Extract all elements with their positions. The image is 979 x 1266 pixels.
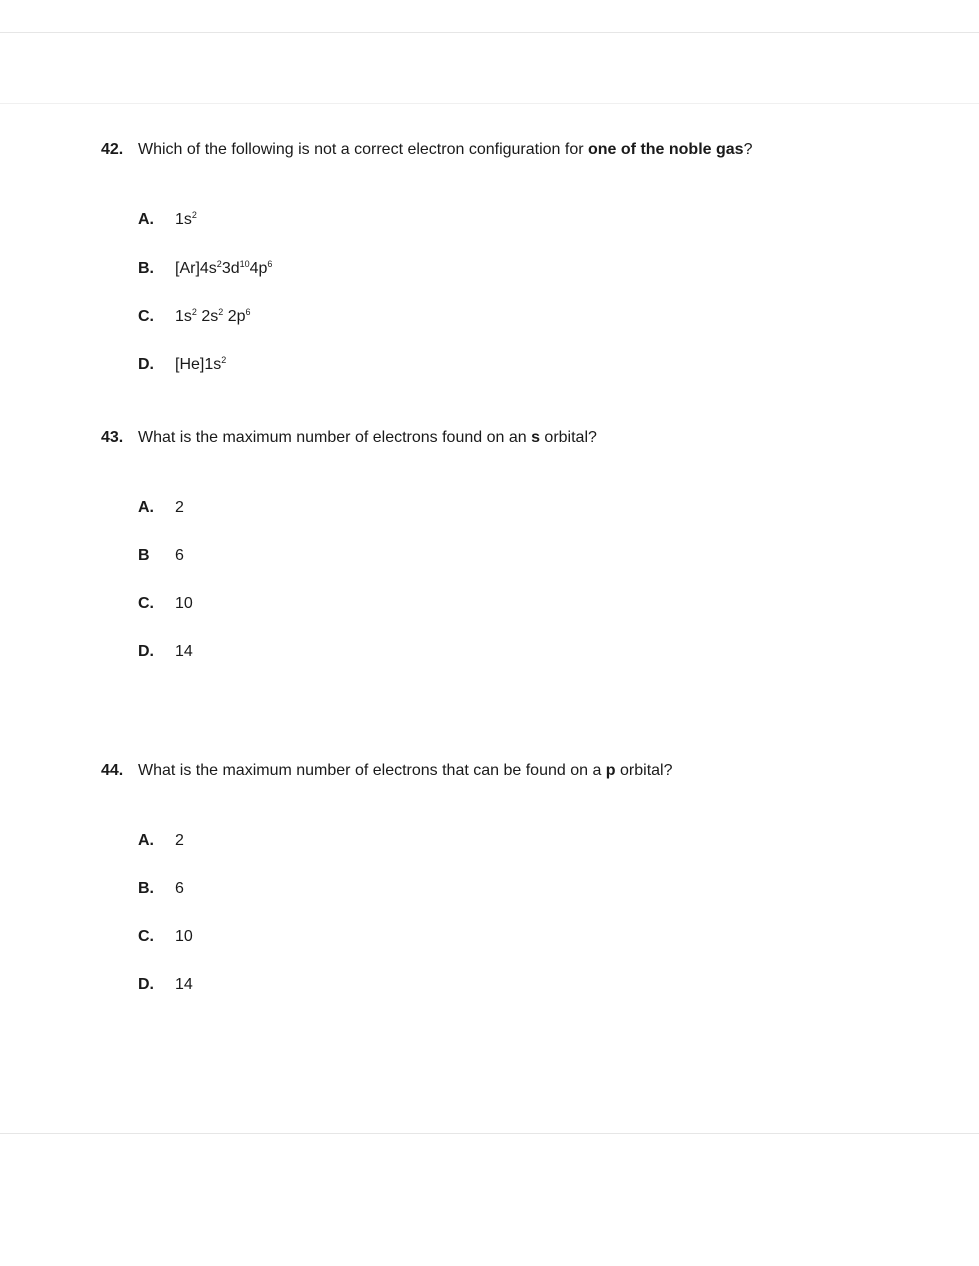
option-value: $[He]1s^2$ [175, 355, 227, 373]
scan-line [0, 103, 979, 104]
option-44-c [138, 928, 193, 946]
option-43-b [138, 547, 184, 565]
option-value: $[Ar]4s^23d^{10}4p^6$ [175, 259, 273, 277]
option-44-b [138, 880, 184, 898]
scan-line [0, 32, 979, 33]
option-value: 2 [175, 499, 184, 516]
option-value: 14 [175, 976, 193, 993]
option-letter: A. [138, 832, 154, 849]
question-text: Which of the following is not a correct electron configuration for one of the noble gas? [138, 141, 753, 158]
option-value: 10 [175, 928, 193, 945]
option-43-d [138, 643, 193, 661]
option-letter: D. [138, 356, 154, 373]
option-letter: D. [138, 976, 154, 993]
option-42-b [138, 260, 272, 278]
option-letter: B [138, 547, 150, 564]
option-44-d [138, 976, 193, 994]
option-letter: B. [138, 880, 154, 897]
question-42 [101, 141, 752, 159]
option-43-a [138, 499, 184, 517]
option-value: $1s^2$ $2s^2$ $2p^6$ [175, 307, 251, 325]
question-44 [101, 762, 673, 780]
option-letter: B. [138, 260, 154, 277]
option-letter: A. [138, 499, 154, 516]
question-text: What is the maximum number of electrons found on an s orbital? [138, 429, 597, 446]
option-letter: C. [138, 308, 154, 325]
option-value: 6 [175, 547, 184, 564]
option-letter: C. [138, 595, 154, 612]
option-letter: C. [138, 928, 154, 945]
question-43 [101, 429, 597, 447]
question-number: 42. [101, 141, 124, 158]
option-value: 2 [175, 832, 184, 849]
scan-line [0, 1133, 979, 1134]
option-43-c [138, 595, 193, 613]
option-value: 6 [175, 880, 184, 897]
option-44-a [138, 832, 184, 850]
option-42-d [138, 356, 226, 374]
question-text: What is the maximum number of electrons that can be found on a p orbital? [138, 762, 673, 779]
option-value: $1s^2$ [175, 210, 197, 228]
option-42-c [138, 308, 251, 326]
option-letter: A. [138, 211, 154, 228]
option-letter: D. [138, 643, 154, 660]
option-value: 14 [175, 643, 193, 660]
option-42-a [138, 211, 197, 229]
question-number: 43. [101, 429, 124, 446]
question-number: 44. [101, 762, 124, 779]
option-value: 10 [175, 595, 193, 612]
